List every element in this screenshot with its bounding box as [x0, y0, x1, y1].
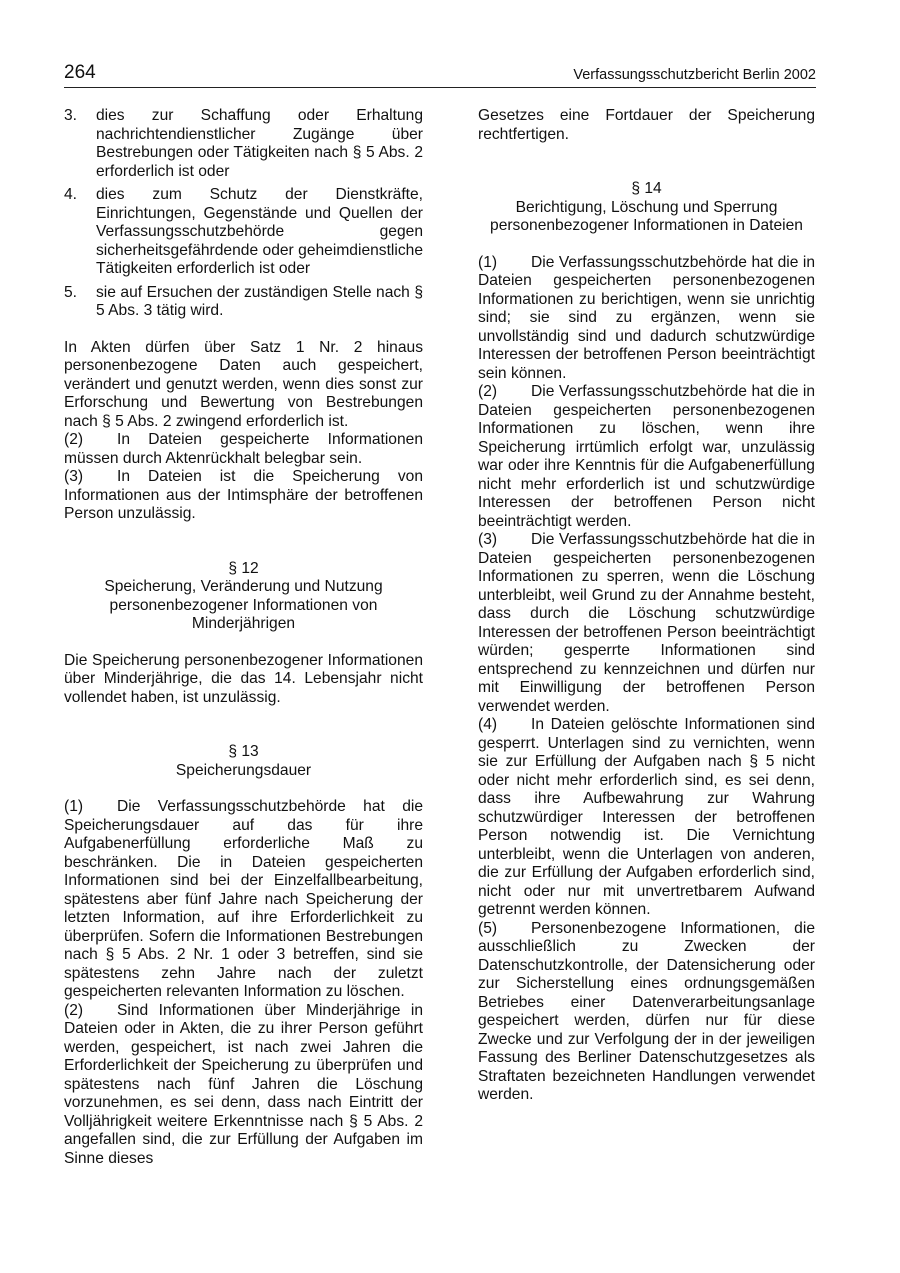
list-text: dies zum Schutz der Dienstkräfte, Einrichtungen, Gegenstände und Quellen der Verfassungsschutzbehörde gegen sicherheitsgefährdende oder geheimdienstliche Tätigkeiten erforderlich ist oder	[96, 186, 423, 277]
section-14-paragraph-2	[478, 383, 815, 531]
section-title: personenbezogener Informationen von	[109, 596, 378, 614]
list-number: 4.	[64, 186, 78, 203]
section-14-paragraph-5	[478, 920, 815, 1105]
section-title: Minderjährigen	[191, 615, 296, 632]
paragraph-number: (4)	[478, 716, 498, 733]
left-column	[64, 107, 423, 1168]
paragraph-number: (5)	[478, 919, 498, 937]
paragraph-number: (2)	[478, 383, 498, 400]
page-header	[64, 62, 816, 88]
right-column	[478, 107, 815, 1105]
paragraph-3	[64, 468, 423, 524]
paragraph-text: Sind Informationen über Minderjährige in Dateien oder in Akten, die zu ihrer Person geführt werden, gespeichert, ist nach zwei Jahren die Erforderlichkeit der Speicherung zu überprüfen und spätestens nach fünf Jahren die Löschung vorzunehmen, es sei denn, dass nach Eintritt der Volljährigkeit weitere Erkenntnisse nach § 5 Abs. 2 angefallen sind, die zur Erfüllung der Aufgaben im Sinne dieses	[64, 1001, 423, 1167]
section-13-paragraph-2	[64, 1002, 423, 1169]
paragraph-number: (3)	[64, 468, 84, 485]
list-item	[64, 107, 423, 181]
section-title: Speicherung, Veränderung und Nutzung	[104, 578, 383, 595]
list-text: sie auf Ersuchen der zuständigen Stelle nach § 5 Abs. 3 tätig wird.	[96, 283, 423, 319]
paragraph-2	[64, 431, 423, 468]
paragraph-text: In Dateien gespeicherte Informationen müssen durch Aktenrückhalt belegbar sein.	[64, 431, 423, 467]
paragraph-text: Die Verfassungsschutzbehörde hat die in Dateien gespeicherten personenbezogenen Informationen zu berichtigen, wenn sie unrichtig sind; sie sind zu ergänzen, wenn sie unvollständig sind und dadurch schutzwürdige Interessen der betroffenen Person beeinträchtigt sein können.	[478, 253, 815, 382]
paragraph-text: Die Verfassungsschutzbehörde hat die in Dateien gespeicherten personenbezogenen Informationen zu sperren, wenn die Löschung unterbleibt, weil Grund zu der Annahme besteht, dass durch die Löschung schutzwürdige Interessen der betroffenen Person beeinträchtigt würden; gesperrte Informationen sind entsprechend zu kennzeichnen und dürfen nur mit Einwilligung der betroffenen Person verwendet werden.	[478, 531, 815, 715]
list-number: 5.	[64, 283, 78, 301]
paragraph-number: (3)	[478, 531, 498, 548]
section-number: § 12	[228, 559, 259, 577]
paragraph-text: Personenbezogene Informationen, die ausschließlich zu Zwecken der Datenschutzkontrolle, der Datensicherung oder zur Sicherstellung eines ordnungsgemäßen Betriebes einer Datenverarbeitungsanlage gespeichert werden, dürfen nur für diese Zwecke und zur Verfolgung der in der jeweiligen Fassung des Berliner Datenschutzgesetzes als Straftaten bezeichneten Handlungen verwendet werden.	[478, 919, 815, 1103]
list-text: dies zur Schaffung oder Erhaltung nachrichtendienstlicher Zugänge über Bestrebungen oder Tätigkeiten nach § 5 Abs. 2 erforderlich ist oder	[96, 107, 423, 180]
section-13-heading	[64, 743, 423, 780]
section-13-paragraph-1	[64, 798, 423, 1002]
page-number: 264	[64, 62, 96, 83]
paragraph-number: (2)	[64, 1001, 84, 1019]
section-number: § 13	[228, 743, 259, 760]
paragraph-text: In Dateien ist die Speicherung von Informationen aus der Intimsphäre der betroffenen Person unzulässig.	[64, 468, 423, 522]
list-number: 3.	[64, 107, 78, 124]
header-rule	[64, 87, 816, 88]
paragraph-number: (1)	[64, 798, 84, 815]
running-title: Verfassungsschutzbericht Berlin 2002	[573, 67, 816, 83]
paragraph-number: (2)	[64, 431, 84, 448]
section-14-heading	[478, 180, 815, 236]
continuation-text: Gesetzes eine Fortdauer der Speicherung rechtfertigen.	[478, 107, 815, 143]
section-14-paragraph-4	[478, 716, 815, 920]
paragraph-text: In Dateien gelöschte Informationen sind gesperrt. Unterlagen sind zu vernichten, wenn sie zur Erfüllung der Aufgaben nach § 5 nicht oder nicht mehr erforderlich sind, es sei denn, dass ihre Aufbewahrung zur Wahrung schutzwürdiger Interessen der betroffenen Person notwendig ist. Die Vernichtung unterbleibt, wenn die Unterlagen von anderen, die zur Erfüllung der Aufgaben erforderlich sind, nicht oder nur mit unvertretbarem Aufwand getrennt werden können.	[478, 716, 815, 918]
section-12-heading	[64, 560, 423, 634]
akten-paragraph: In Akten dürfen über Satz 1 Nr. 2 hinaus personenbezogene Daten auch gespeichert, verändert und genutzt werden, wenn dies sonst zur Erforschung und Bewertung von Bestrebungen nach § 5 Abs. 2 zwingend erforderlich ist.	[64, 338, 423, 430]
section-12-text: Die Speicherung personenbezogener Informationen über Minderjährige, die das 14. Lebensjahr nicht vollendet haben, ist unzulässig.	[64, 651, 423, 706]
section-number: § 14	[631, 180, 662, 197]
section-14-paragraph-1	[478, 254, 815, 384]
section-title: Berichtigung, Löschung und Sperrung	[515, 198, 778, 216]
section-title: Speicherungsdauer	[175, 761, 312, 779]
paragraph-number: (1)	[478, 253, 498, 271]
paragraph-text: Die Verfassungsschutzbehörde hat die Speicherungsdauer auf das für ihre Aufgabenerfüllung erforderliche Maß zu beschränken. Die in Dateien gespeicherten Informationen sind bei der Einzelfallbearbeitung, spätestens aber fünf Jahre nach Speicherung der letzten Information, auf ihre Erforderlichkeit zu überprüfen. Sofern die Informationen Bestrebungen nach § 5 Abs. 2 Nr. 1 oder 3 betreffen, sind sie spätestens zehn Jahre nach der zuletzt gespeicherten relevanten Information zu löschen.	[64, 798, 423, 1000]
list-item	[64, 284, 423, 321]
section-title: personenbezogener Informationen in Dateien	[490, 217, 803, 234]
paragraph-text: Die Verfassungsschutzbehörde hat die in Dateien gespeicherten personenbezogenen Informationen zu löschen, wenn ihre Speicherung irrtümlich erfolgt war, unzulässig war oder ihre Kenntnis für die Aufgabenerfüllung nicht mehr erforderlich ist und schutzwürdige Interessen der betroffenen Person nicht beeinträchtigt werden.	[478, 383, 815, 530]
section-14-paragraph-3	[478, 531, 815, 716]
list-item	[64, 186, 423, 279]
